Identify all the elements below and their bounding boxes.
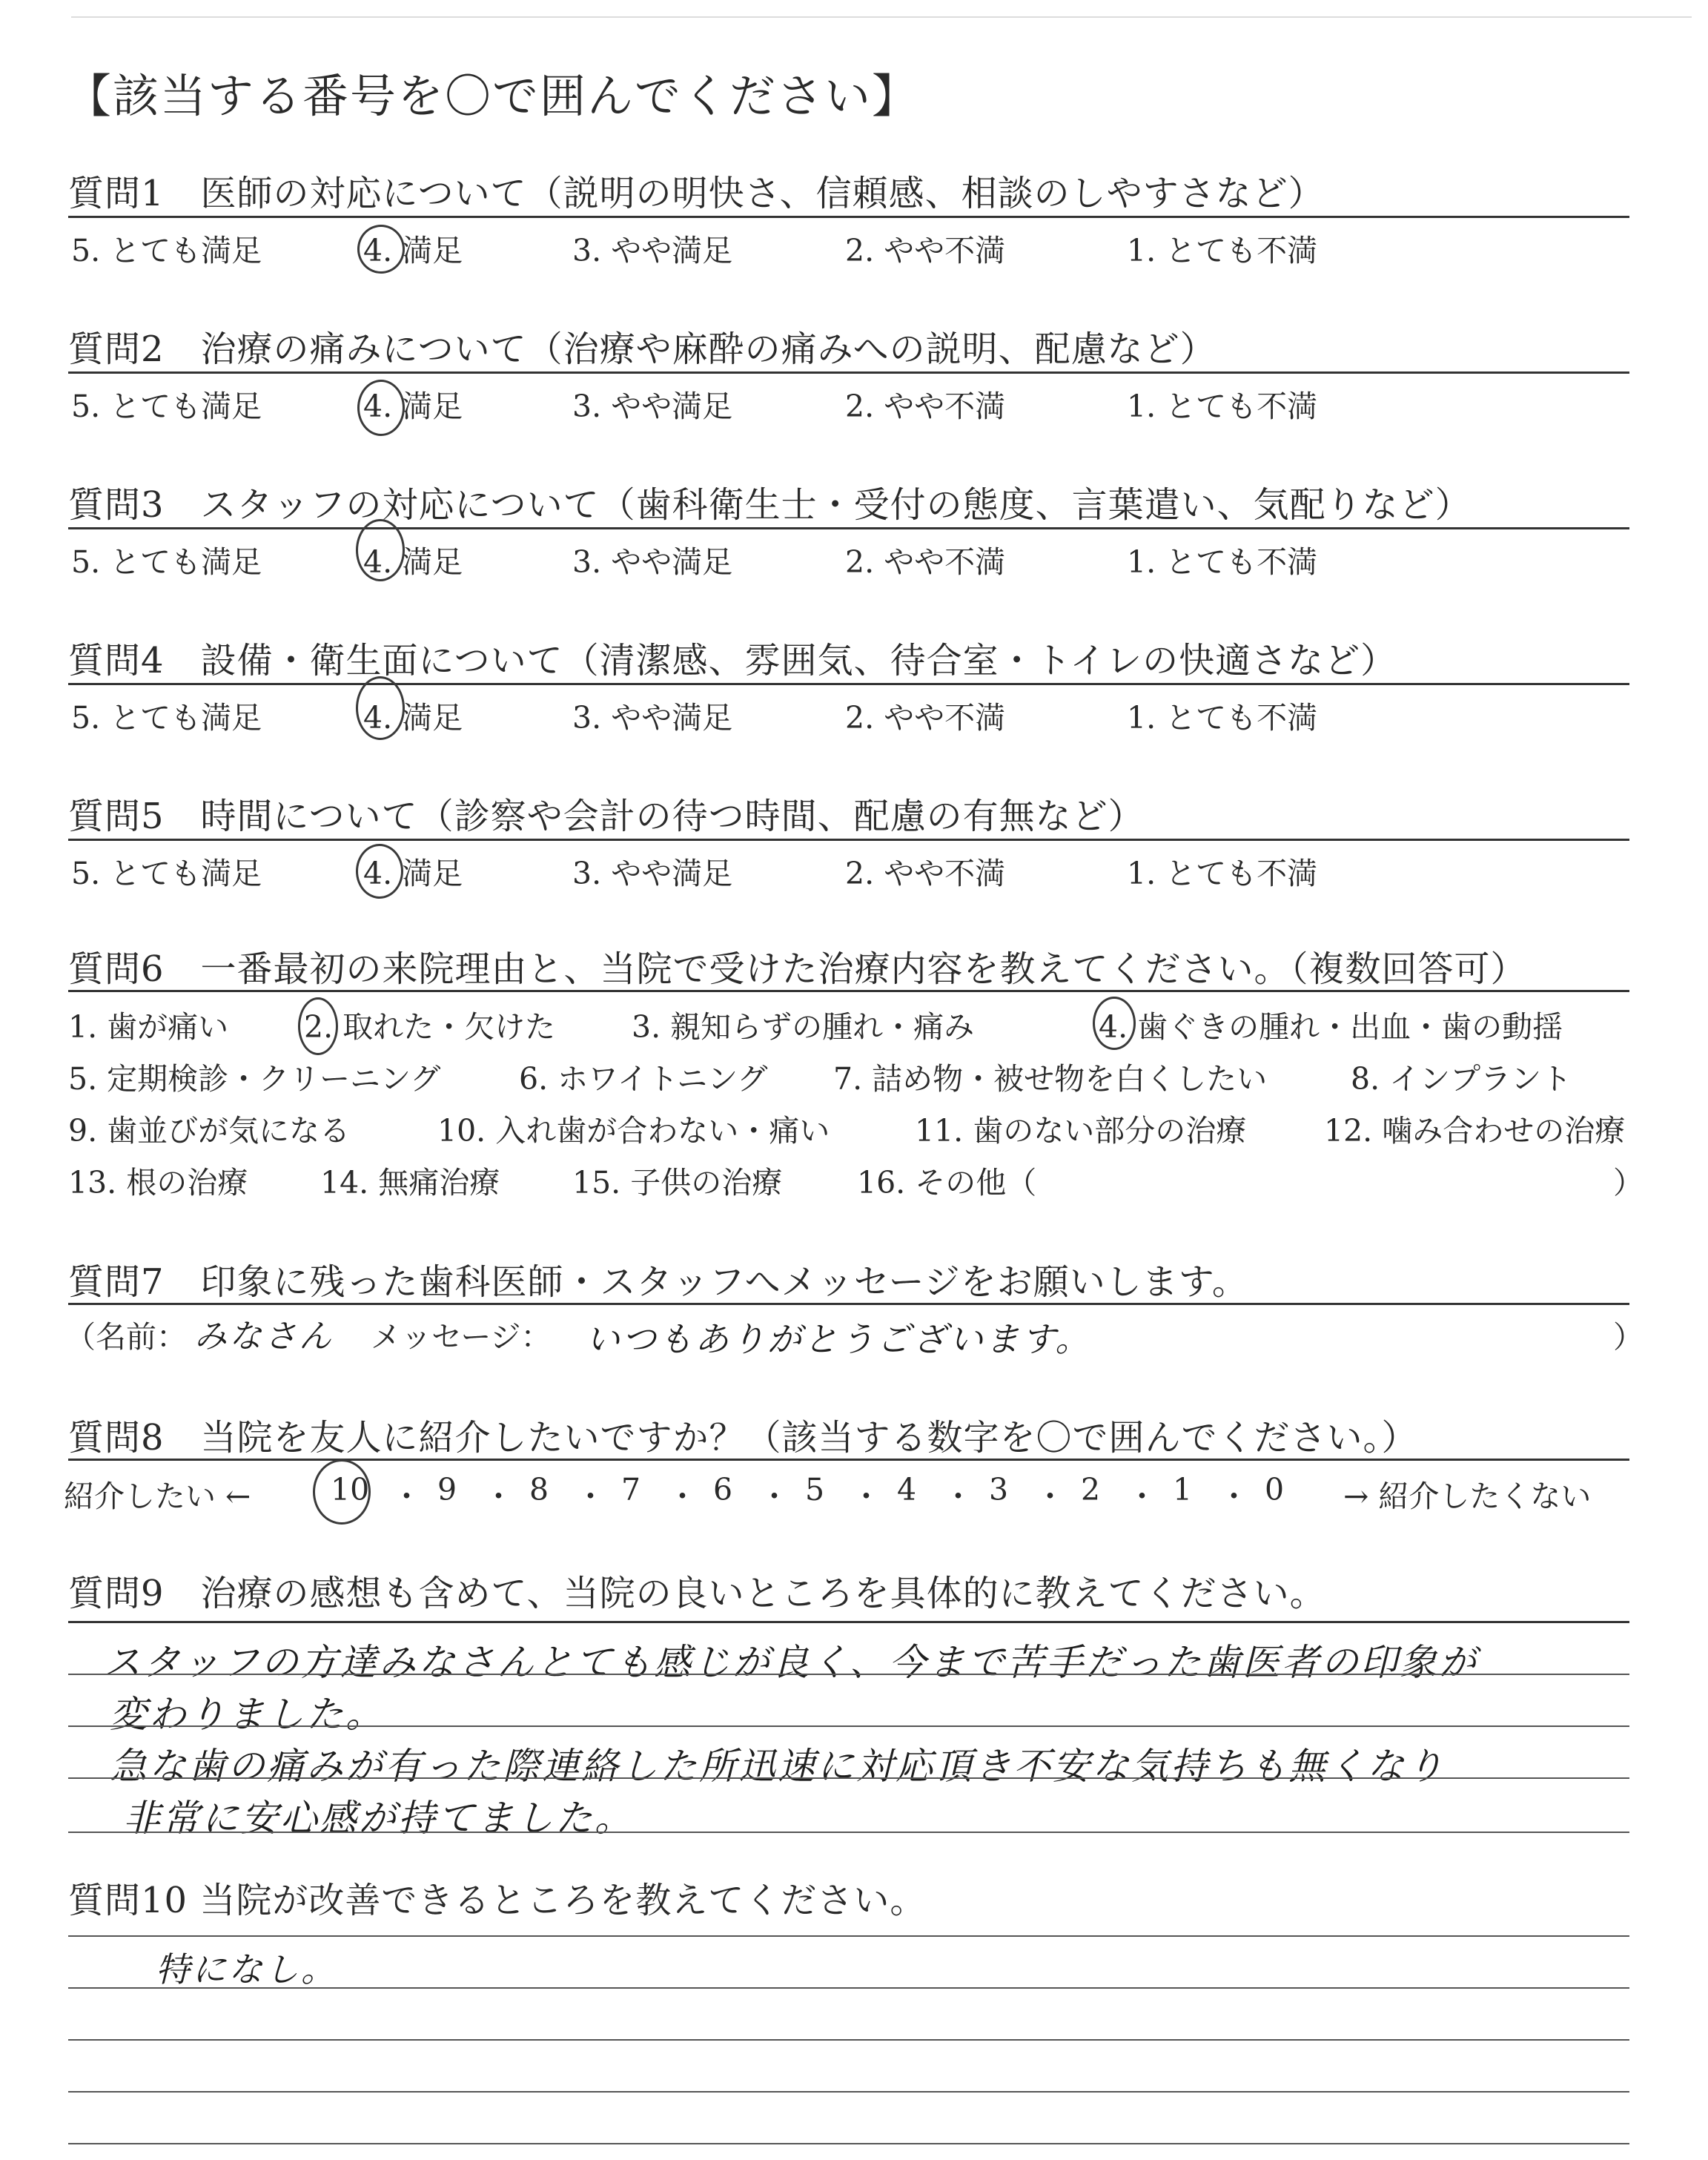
option-4[interactable]: 4. 満足 (363, 856, 463, 891)
other-close-paren: ） (1613, 1165, 1644, 1200)
rule (68, 839, 1629, 841)
option-4[interactable]: 4. 満足 (363, 544, 463, 580)
question-title: 質問3 スタッフの対応について（歯科衛生士・受付の態度、言葉遣い、気配りなど） (68, 484, 1472, 526)
reason-option[interactable]: 11. 歯のない部分の治療 (915, 1113, 1247, 1149)
selection-circle (356, 519, 405, 581)
option-2[interactable]: 2. やや不満 (845, 856, 1006, 891)
scale-dot: ・ (1219, 1479, 1249, 1514)
option-3[interactable]: 3. やや満足 (572, 856, 733, 891)
reason-option[interactable]: 4. 歯ぐきの腫れ・出血・歯の動揺 (1099, 1009, 1563, 1045)
option-1[interactable]: 1. とても不満 (1127, 233, 1318, 268)
answer-line[interactable]: 特になし。 (156, 1949, 337, 1989)
top-edge-line (71, 16, 1692, 18)
scale-2[interactable]: 2 (1081, 1472, 1101, 1507)
message-close-paren: ） (1613, 1319, 1644, 1355)
option-5[interactable]: 5. とても満足 (71, 544, 262, 580)
answer-rule (68, 1832, 1629, 1833)
option-1[interactable]: 1. とても不満 (1127, 700, 1318, 736)
scale-7[interactable]: 7 (621, 1472, 641, 1507)
option-5[interactable]: 5. とても満足 (71, 700, 262, 736)
question-title: 質問7 印象に残った歯科医師・スタッフへメッセージをお願いします。 (68, 1261, 1248, 1303)
answer-rule (68, 2143, 1629, 2144)
rule (68, 527, 1629, 529)
scale-5[interactable]: 5 (805, 1472, 825, 1507)
answer-line[interactable]: スタッフの方達みなさんとても感じが良く、今まで苦手だった歯医者の印象が (104, 1641, 1478, 1684)
message-answer[interactable]: いつもありがとうございます。 (586, 1319, 1092, 1359)
recommend-left-label: 紹介したい ← (64, 1479, 251, 1514)
reason-option[interactable]: 13. 根の治療 (68, 1165, 248, 1200)
scale-dot: ・ (851, 1479, 881, 1514)
reason-option[interactable]: 2. 取れた・欠けた (304, 1009, 556, 1045)
reason-option[interactable]: 9. 歯並びが気になる (68, 1113, 351, 1149)
question-title: 質問4 設備・衛生面について（清潔感、雰囲気、待合室・トイレの快適さなど） (68, 640, 1397, 681)
option-2[interactable]: 2. やや不満 (845, 700, 1006, 736)
answer-rule (68, 1987, 1629, 1989)
question-title: 質問2 治療の痛みについて（治療や麻酔の痛みへの説明、配慮など） (68, 328, 1217, 370)
selection-circle (356, 676, 405, 740)
scale-dot: ・ (1035, 1479, 1065, 1514)
option-2[interactable]: 2. やや不満 (845, 233, 1006, 268)
reason-option[interactable]: 12. 噛み合わせの治療 (1324, 1113, 1626, 1149)
scale-3[interactable]: 3 (989, 1472, 1009, 1507)
reason-option[interactable]: 1. 歯が痛い (68, 1009, 229, 1045)
question-title: 質問6 一番最初の来院理由と、当院で受けた治療内容を教えてください。（複数回答可） (68, 948, 1527, 990)
option-1[interactable]: 1. とても不満 (1127, 389, 1318, 424)
scale-0[interactable]: 0 (1265, 1472, 1285, 1507)
reason-option[interactable]: 3. 親知らずの腫れ・痛み (632, 1009, 975, 1045)
name-answer[interactable]: みなさん (194, 1318, 334, 1355)
scale-6[interactable]: 6 (713, 1472, 733, 1507)
option-5[interactable]: 5. とても満足 (71, 233, 262, 268)
option-4[interactable]: 4. 満足 (363, 233, 463, 268)
selection-circle (1093, 997, 1136, 1050)
question-title: 質問8 当院を友人に紹介したいですか？（該当する数字を〇で囲んでください。） (68, 1417, 1418, 1459)
rule (68, 1459, 1629, 1461)
answer-rule (68, 1777, 1629, 1779)
reason-option[interactable]: 7. 詰め物・被せ物を白くしたい (833, 1061, 1268, 1097)
scale-dot: ・ (943, 1479, 973, 1514)
option-2[interactable]: 2. やや不満 (845, 544, 1006, 580)
question-title: 質問9 治療の感想も含めて、当院の良いところを具体的に教えてください。 (68, 1573, 1326, 1614)
selection-circle (357, 225, 405, 274)
selection-circle (357, 380, 405, 436)
option-5[interactable]: 5. とても満足 (71, 389, 262, 424)
reason-option-other[interactable]: 16. その他（ (857, 1165, 1037, 1200)
option-1[interactable]: 1. とても不満 (1127, 544, 1318, 580)
answer-rule (68, 2091, 1629, 2093)
option-4[interactable]: 4. 満足 (363, 389, 463, 424)
reason-option[interactable]: 6. ホワイトニング (519, 1061, 768, 1097)
message-label: メッセージ： (371, 1319, 552, 1355)
rule (68, 990, 1629, 992)
option-4[interactable]: 4. 満足 (363, 700, 463, 736)
scale-4[interactable]: 4 (897, 1472, 917, 1507)
selection-circle (313, 1459, 371, 1525)
option-2[interactable]: 2. やや不満 (845, 389, 1006, 424)
scale-dot: ・ (667, 1479, 698, 1514)
rule (68, 1303, 1629, 1305)
answer-rule (68, 2039, 1629, 2041)
question-title: 質問1 医師の対応について（説明の明快さ、信頼感、相談のしやすさなど） (68, 173, 1325, 214)
answer-line[interactable]: 変わりました。 (110, 1693, 385, 1736)
reason-option[interactable]: 14. 無痛治療 (320, 1165, 500, 1200)
reason-option[interactable]: 8. インプラント (1351, 1061, 1572, 1097)
reason-option[interactable]: 5. 定期検診・クリーニング (68, 1061, 441, 1097)
scale-dot: ・ (483, 1479, 514, 1514)
scale-dot: ・ (759, 1479, 790, 1514)
scale-8[interactable]: 8 (529, 1472, 549, 1507)
scale-dot: ・ (575, 1479, 606, 1514)
option-5[interactable]: 5. とても満足 (71, 856, 262, 891)
answer-line[interactable]: 非常に安心感が持てました。 (123, 1797, 634, 1840)
answer-rule (68, 1674, 1629, 1675)
option-1[interactable]: 1. とても不満 (1127, 856, 1318, 891)
answer-line[interactable]: 急な歯の痛みが有った際連絡した所迅速に対応頂き不安な気持ちも無くなり (110, 1745, 1446, 1788)
page-heading: 【該当する番号を〇で囲んでください】 (65, 69, 920, 123)
question-title: 質問5 時間について（診察や会計の待つ時間、配慮の有無など） (68, 796, 1145, 837)
scale-dot: ・ (1127, 1479, 1157, 1514)
rule (68, 1621, 1629, 1623)
option-3[interactable]: 3. やや満足 (572, 700, 733, 736)
option-3[interactable]: 3. やや満足 (572, 389, 733, 424)
recommend-right-label: → 紹介したくない (1343, 1479, 1592, 1514)
scale-9[interactable]: 9 (437, 1472, 457, 1507)
reason-option[interactable]: 10. 入れ歯が合わない・痛い (437, 1113, 830, 1149)
option-3[interactable]: 3. やや満足 (572, 233, 733, 268)
selection-circle (298, 997, 338, 1055)
rule (68, 371, 1629, 374)
scale-10[interactable]: 10 (331, 1472, 370, 1507)
reason-option[interactable]: 15. 子供の治療 (572, 1165, 783, 1200)
rule (68, 216, 1629, 218)
rule (68, 683, 1629, 685)
selection-circle (356, 844, 403, 899)
scale-dot: ・ (391, 1479, 422, 1514)
answer-rule (68, 1935, 1629, 1937)
scale-1[interactable]: 1 (1173, 1472, 1193, 1507)
answer-rule (68, 1725, 1629, 1727)
question-title: 質問10 当院が改善できるところを教えてください。 (68, 1880, 927, 1921)
name-label: （名前： (65, 1319, 187, 1355)
option-3[interactable]: 3. やや満足 (572, 544, 733, 580)
